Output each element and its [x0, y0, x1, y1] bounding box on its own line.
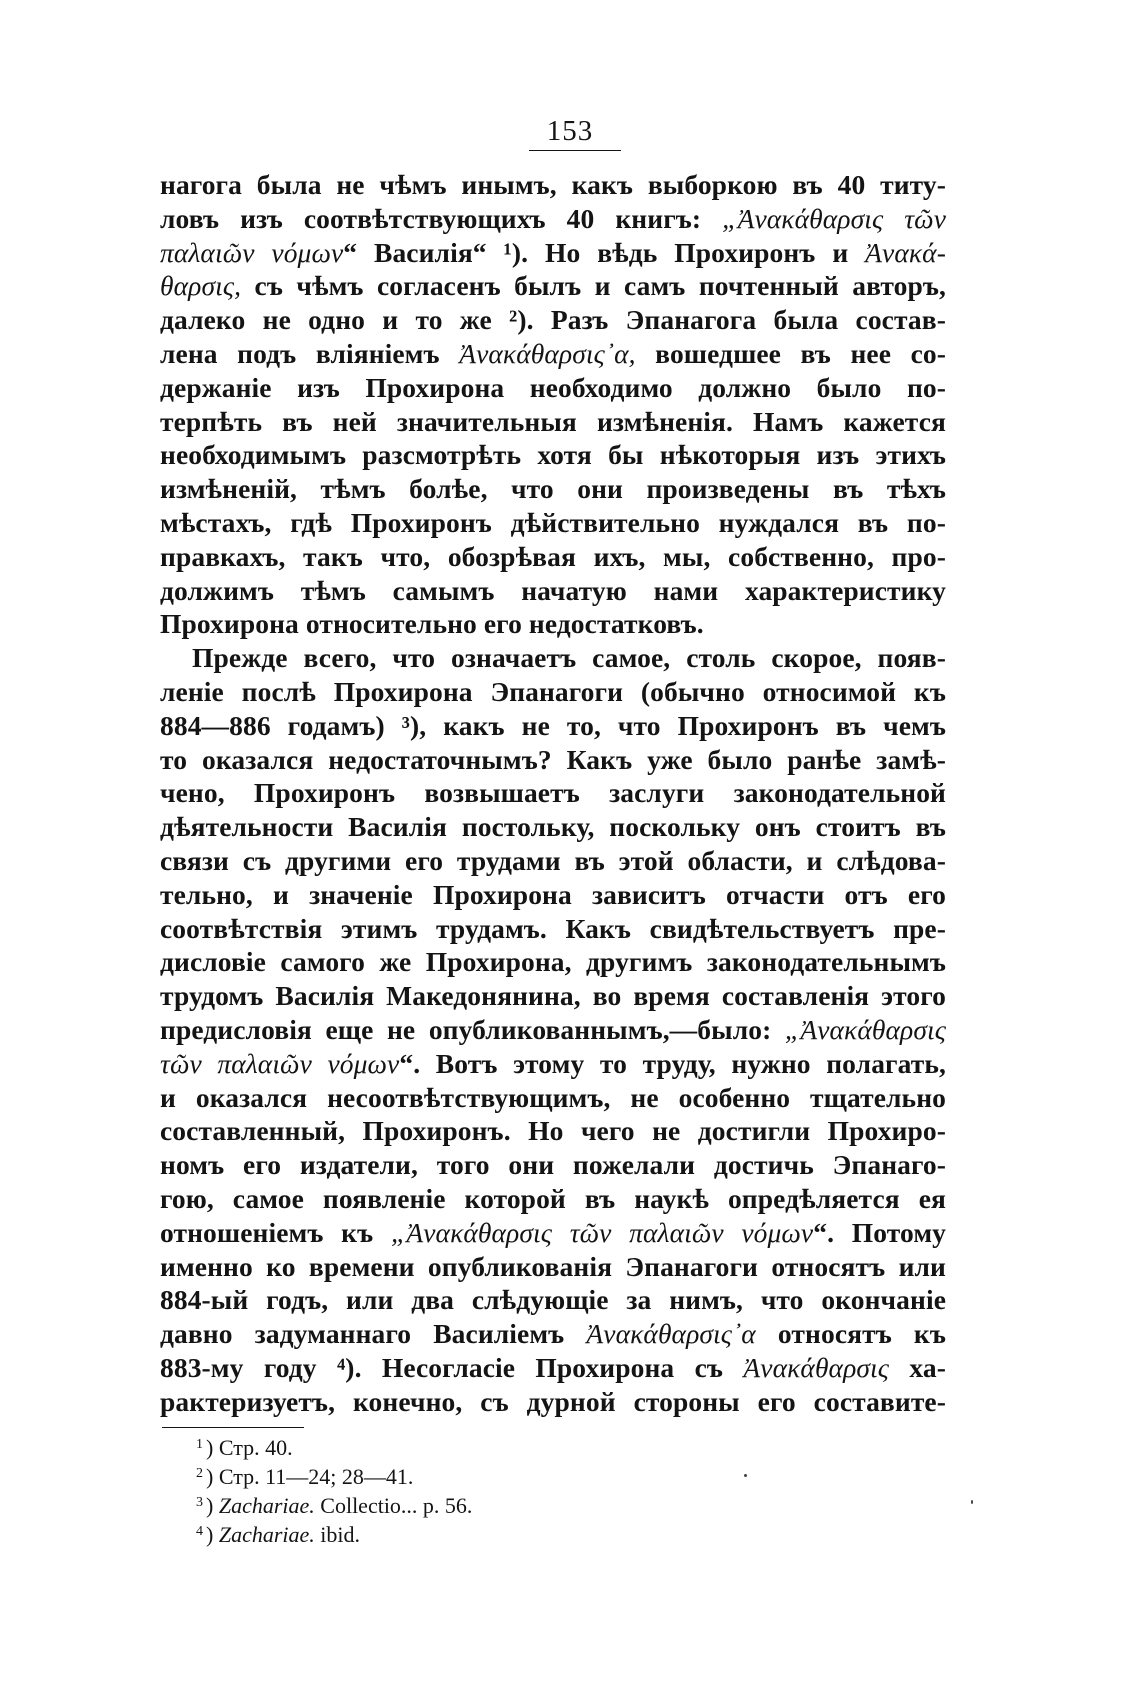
- text-line: [160, 912, 946, 946]
- footnote: [196, 1488, 796, 1517]
- line-text: держаніе изъ Прохирона необходимо должно было по-: [160, 371, 946, 403]
- line-text: дѣятельности Василія постольку, поскольку онъ стоитъ въ: [160, 811, 946, 843]
- text-line: [160, 1182, 946, 1216]
- footnote-author: Zachariae.: [218, 1522, 315, 1547]
- footnote-mark: 3: [196, 1495, 203, 1510]
- footnote: [196, 1517, 796, 1546]
- greek-phrase: τῶν παλαιῶν νόμων: [160, 1047, 400, 1079]
- footnote-text: Стр. 11—24; 28—41.: [218, 1464, 414, 1489]
- line-text: 883-му году ⁴). Несогласіе Прохирона съ: [160, 1351, 744, 1383]
- text-line: [160, 405, 946, 439]
- text-line: [160, 269, 946, 303]
- line-text: то оказался недостаточнымъ? Какъ уже было ранѣе замѣ-: [160, 743, 946, 775]
- text-line: [160, 506, 946, 540]
- line-text: именно ко времени опубликованія Эпанагоги относятъ или: [160, 1250, 946, 1282]
- line-text: связи съ другими его трудами въ этой области, и слѣдова-: [160, 844, 946, 876]
- text-line: [160, 675, 946, 709]
- text-line: [160, 1351, 946, 1385]
- line-text: леніе послѣ Прохирона Эпанагоги (обычно относимой къ: [160, 675, 946, 707]
- greek-phrase: παλαιῶν νόμων: [160, 236, 344, 268]
- text-line: [160, 1385, 946, 1419]
- line-text: составленный, Прохиронъ. Но чего не достигли Прохиро-: [160, 1115, 946, 1147]
- line-text: дисловіе самого же Прохирона, другимъ законодательнымъ: [160, 946, 946, 978]
- line-text: чено, Прохиронъ возвышаетъ заслуги законодательной: [160, 777, 946, 809]
- line-text: измѣненій, тѣмъ болѣе, что они произведены въ тѣхъ: [160, 473, 946, 505]
- line-text: “. Вотъ этому то труду, нужно полагать,: [399, 1047, 946, 1079]
- line-text: рактеризуетъ, конечно, съ дурной стороны его составите-: [160, 1385, 946, 1417]
- footnote-text: Стр. 40.: [218, 1435, 293, 1460]
- text-line: [160, 1114, 946, 1148]
- text-line: [160, 202, 946, 236]
- print-speck: [971, 1500, 973, 1504]
- line-text: правкахъ, такъ что, обозрѣвая ихъ, мы, собственно, про-: [160, 540, 946, 572]
- text-line: [160, 979, 946, 1013]
- text-line: [160, 574, 946, 608]
- text-line: [160, 1283, 946, 1317]
- line-text: ха-: [889, 1351, 946, 1383]
- greek-phrase: θαρσις,: [160, 270, 242, 302]
- body-text: [160, 168, 946, 1418]
- footnote: [196, 1459, 796, 1488]
- line-text: давно задуманнаго Василіемъ: [160, 1318, 587, 1350]
- text-line: [160, 236, 946, 270]
- text-line: [160, 540, 946, 574]
- line-text: нагога была не чѣмъ инымъ, какъ выборкою въ 40 титу-: [160, 169, 946, 200]
- footnote-paren: ): [206, 1435, 219, 1460]
- page-number-rule: [529, 150, 621, 151]
- text-line: [160, 743, 946, 777]
- footnote-paren: ): [206, 1493, 219, 1518]
- text-line: [160, 1317, 946, 1351]
- line-text: “. Потому: [813, 1216, 946, 1248]
- line-text: тельно, и значеніе Прохирона зависитъ отчасти отъ его: [160, 878, 946, 910]
- print-speck: [744, 1474, 747, 1477]
- text-line: [160, 1081, 946, 1115]
- footnote-mark: 2: [196, 1466, 203, 1481]
- line-text: мѣстахъ, гдѣ Прохиронъ дѣйствительно нуждался въ по-: [160, 506, 946, 538]
- line-text: соотвѣтствія этимъ трудамъ. Какъ свидѣтельствуетъ пре-: [160, 912, 946, 944]
- line-text: лена подъ вліяніемъ: [160, 337, 460, 369]
- greek-phrase: „Ἀνακάθαρσις τῶν παλαιῶν νόμων: [390, 1216, 814, 1248]
- greek-phrase: Ἀνακάθαρσις᾽α: [586, 1318, 756, 1350]
- text-line: [160, 641, 946, 675]
- text-line: [160, 337, 946, 371]
- line-text: вошедшее въ нее со-: [635, 337, 946, 369]
- footnote-text: ibid.: [314, 1522, 361, 1547]
- greek-phrase: „Ἀνακάθαρσις τῶν: [722, 202, 947, 234]
- text-line: [160, 371, 946, 405]
- footnote-mark: 4: [196, 1524, 203, 1539]
- text-line: [160, 438, 946, 472]
- text-line: [160, 303, 946, 337]
- text-line: [160, 472, 946, 506]
- line-text: съ чѣмъ согласенъ былъ и самъ почтенный авторъ,: [241, 270, 946, 302]
- text-line: [160, 878, 946, 912]
- greek-phrase: Ἀνακάθαρσις᾽α,: [459, 337, 636, 369]
- text-line: [160, 709, 946, 743]
- line-text: 884-ый годъ, или два слѣдующіе за нимъ, что окончаніе: [160, 1284, 946, 1316]
- text-line: [160, 810, 946, 844]
- footnote-text: Collectio... p. 56.: [314, 1493, 473, 1518]
- footnote-mark: 1: [196, 1437, 203, 1452]
- line-text: необходимымъ разсмотрѣть хотя бы нѣкоторыя изъ этихъ: [160, 439, 946, 471]
- line-text: Прежде всего, что означаетъ самое, столь скорое, появ-: [192, 642, 946, 674]
- greek-phrase: Ἀνακά-: [865, 236, 946, 268]
- text-line: [160, 1250, 946, 1284]
- text-line: [160, 776, 946, 810]
- greek-phrase: Ἀνακάθαρσις: [743, 1351, 890, 1383]
- text-line: [160, 1148, 946, 1182]
- text-line: [160, 945, 946, 979]
- line-text: отношеніемъ къ: [160, 1216, 391, 1248]
- line-text: Прохирона относительно его недостатковъ.: [160, 608, 704, 640]
- line-text: должимъ тѣмъ самымъ начатую нами характеристику: [160, 574, 946, 606]
- page-number: 153: [546, 115, 594, 147]
- line-text: терпѣть въ ней значительныя измѣненія. Намъ кажется: [160, 405, 946, 437]
- footnote: [196, 1430, 796, 1459]
- line-text: и оказался несоотвѣтствующимъ, не особенно тщательно: [160, 1081, 946, 1113]
- footnote-rule: [162, 1427, 304, 1428]
- line-text: номъ его издатели, того они пожелали достичь Эпанаго-: [160, 1149, 946, 1181]
- line-text: трудомъ Василія Македонянина, во время составленія этого: [160, 980, 946, 1012]
- line-text: 884—886 годамъ) ³), какъ не то, что Прохиронъ въ чемъ: [160, 709, 946, 741]
- text-line: [160, 168, 946, 202]
- footnote-paren: ): [206, 1522, 219, 1547]
- line-text: гою, самое появленіе которой въ наукѣ опредѣляется ея: [160, 1182, 946, 1214]
- line-text: ловъ изъ соотвѣтствующихъ 40 книгъ:: [160, 202, 723, 234]
- footnote-paren: ): [206, 1464, 219, 1489]
- text-line: [160, 844, 946, 878]
- line-text: предисловія еще не опубликованнымъ,—было:: [160, 1013, 785, 1045]
- line-text: далеко не одно и то же ²). Разъ Эпанагога была состав-: [160, 304, 946, 336]
- text-line: [160, 607, 946, 641]
- text-line: [160, 1216, 946, 1250]
- text-line: [160, 1013, 946, 1047]
- footnote-author: Zachariae.: [218, 1493, 315, 1518]
- greek-phrase: „Ἀνακάθαρσις: [784, 1013, 946, 1045]
- line-text: относятъ къ: [755, 1318, 946, 1350]
- text-line: [160, 1047, 946, 1081]
- footnotes: [196, 1430, 796, 1546]
- line-text: “ Василія“ ¹). Но вѣдь Прохиронъ и: [343, 236, 866, 268]
